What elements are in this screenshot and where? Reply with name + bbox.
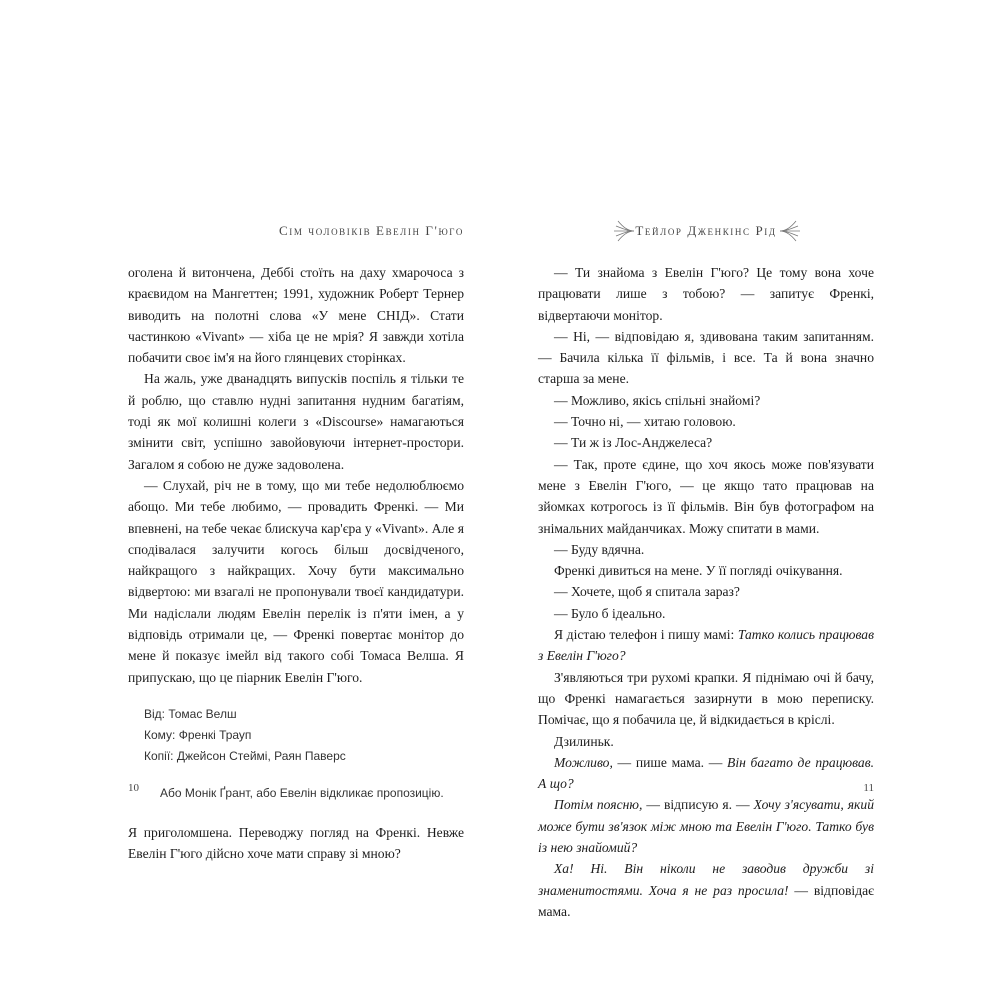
text-message: Хочу з'ясувати, який може бути зв'язок між мною та Евелін Г'юго. Татко був із нею знайомий? xyxy=(538,797,874,856)
email-to: Кому: Френкі Трауп xyxy=(144,727,252,742)
paragraph: Дзилиньк. xyxy=(554,733,614,749)
paragraph: — Слухай, річ не в тому, що ми тебе недолюблюємо абощо. Ми тебе любимо, — провадить Френкі. — Ми впевнені, на тебе чекає блискуча кар'єра у «Vivant». Але я сподівалася залучити когось більш досвідченого, найкращого з найкращих. Хочу бути максимально відвертою: ми взагалі не пропонували твоєї кандидатури. Ми надіслали людям Евелін перелік із п'яти імен, а у відповідь отримали це, — Френкі повертає монітор до мене й показує імейл від такого собі Томаса Велша. Я припускаю, що це піарник Евелін Г'юго. xyxy=(128,477,464,685)
text-message: Він багато де працював. А що? xyxy=(538,754,874,792)
paragraph: — Ні, — відповідаю я, здивована таким запитанням. — Бачила кілька її фільмів, і все. Та й вона значно старша за мене. xyxy=(538,328,874,387)
text-message: Потім поясню, xyxy=(554,797,643,813)
text-message: Ха! Ні. Він ніколи не заводив дружби зі знаменитостями. Хоча я не раз просила! xyxy=(538,861,874,898)
paragraph: — Ти знайома з Евелін Г'юго? Це тому вона хоче працювати лише з тобою? — запитує Френкі, відвертаючи монітор. xyxy=(538,265,874,323)
paragraph: оголена й витончена, Деббі стоїть на даху хмарочоса з краєвидом на Мангеттен; 1991, художник Роберт Тернер виводить на полотні слова «У мене СНІД». Стати частинкою «Vivant» — хіба це не мрія? Я завжди хотіла побачити своє ім'я на його глянцевих сторінках. xyxy=(128,265,464,366)
paragraph: — Точно ні, — хитаю головою. xyxy=(554,414,736,430)
text-run: Я дістаю телефон і пишу мамі: xyxy=(554,627,738,643)
text-run: — відписую я. — xyxy=(642,797,754,813)
running-head-left: Сім чоловіків Евелін Г'юго xyxy=(278,223,464,238)
paragraph: З'являються три рухомі крапки. Я піднімаю очі й бачу, що Френкі намагається зазирнути в мою переписку. Помічає, що я побачила це, й відкидається в кріслі. xyxy=(538,669,874,728)
text-message: Татко колись працював з Евелін Г'юго? xyxy=(538,627,874,664)
text-run: — відповідає мама. xyxy=(538,882,874,919)
left-body-text xyxy=(128,262,464,865)
paragraph: Я приголомшена. Переводжу погляд на Френкі. Невже Евелін Г'юго дійсно хоче мати справу зі мною? xyxy=(128,824,464,862)
paragraph: — Було б ідеально. xyxy=(554,605,666,621)
email-from: Від: Томас Велш xyxy=(144,706,237,721)
page-number-right: 11 xyxy=(863,782,874,794)
paragraph-phone xyxy=(538,624,874,667)
paragraph-mom-2 xyxy=(538,858,874,922)
paragraph: — Ти ж із Лос-Анджелеса? xyxy=(554,435,713,451)
email-header xyxy=(144,704,464,767)
paragraph-mom-1 xyxy=(538,752,874,795)
paragraph: — Буду вдячна. xyxy=(554,541,645,557)
ornament-right-icon xyxy=(774,217,802,245)
page-number-left: 10 xyxy=(128,782,139,794)
text-message: Можливо, xyxy=(554,754,613,770)
paragraph: На жаль, уже дванадцять випусків поспіль я тільки те й роблю, що ставлю нудні запитання нудним багатіям, тоді як мої колишні колеги з «Discourse» намагаються змінити світ, успішно завойовуючи інтернет-простори. Загалом я собою не дуже задоволена. xyxy=(128,371,464,472)
email-cc: Копії: Джейсон Стеймі, Раян Паверс xyxy=(144,748,346,763)
paragraph: — Можливо, якісь спільні знайомі? xyxy=(554,392,761,408)
paragraph: Френкі дивиться на мене. У її погляді очікування. xyxy=(554,563,843,579)
paragraph-reply xyxy=(538,794,874,858)
text-run: — пише мама. — xyxy=(612,754,728,770)
running-head-right: Тейлор Дженкінс Рід xyxy=(635,223,777,238)
paragraph: — Так, проте єдине, що хоч якось може пов'язувати мене з Евелін Г'юго, — це якщо тато працював на зйомках котрогось із її фільмів. Він був фотографом на знімальних майданчиках. Можу спитати в мами. xyxy=(538,456,874,536)
email-body: Або Монік Ґрант, або Евелін відкликає пропозицію. xyxy=(160,785,444,800)
paragraph: — Хочете, щоб я спитала зараз? xyxy=(554,584,740,600)
right-body-text xyxy=(538,262,874,922)
